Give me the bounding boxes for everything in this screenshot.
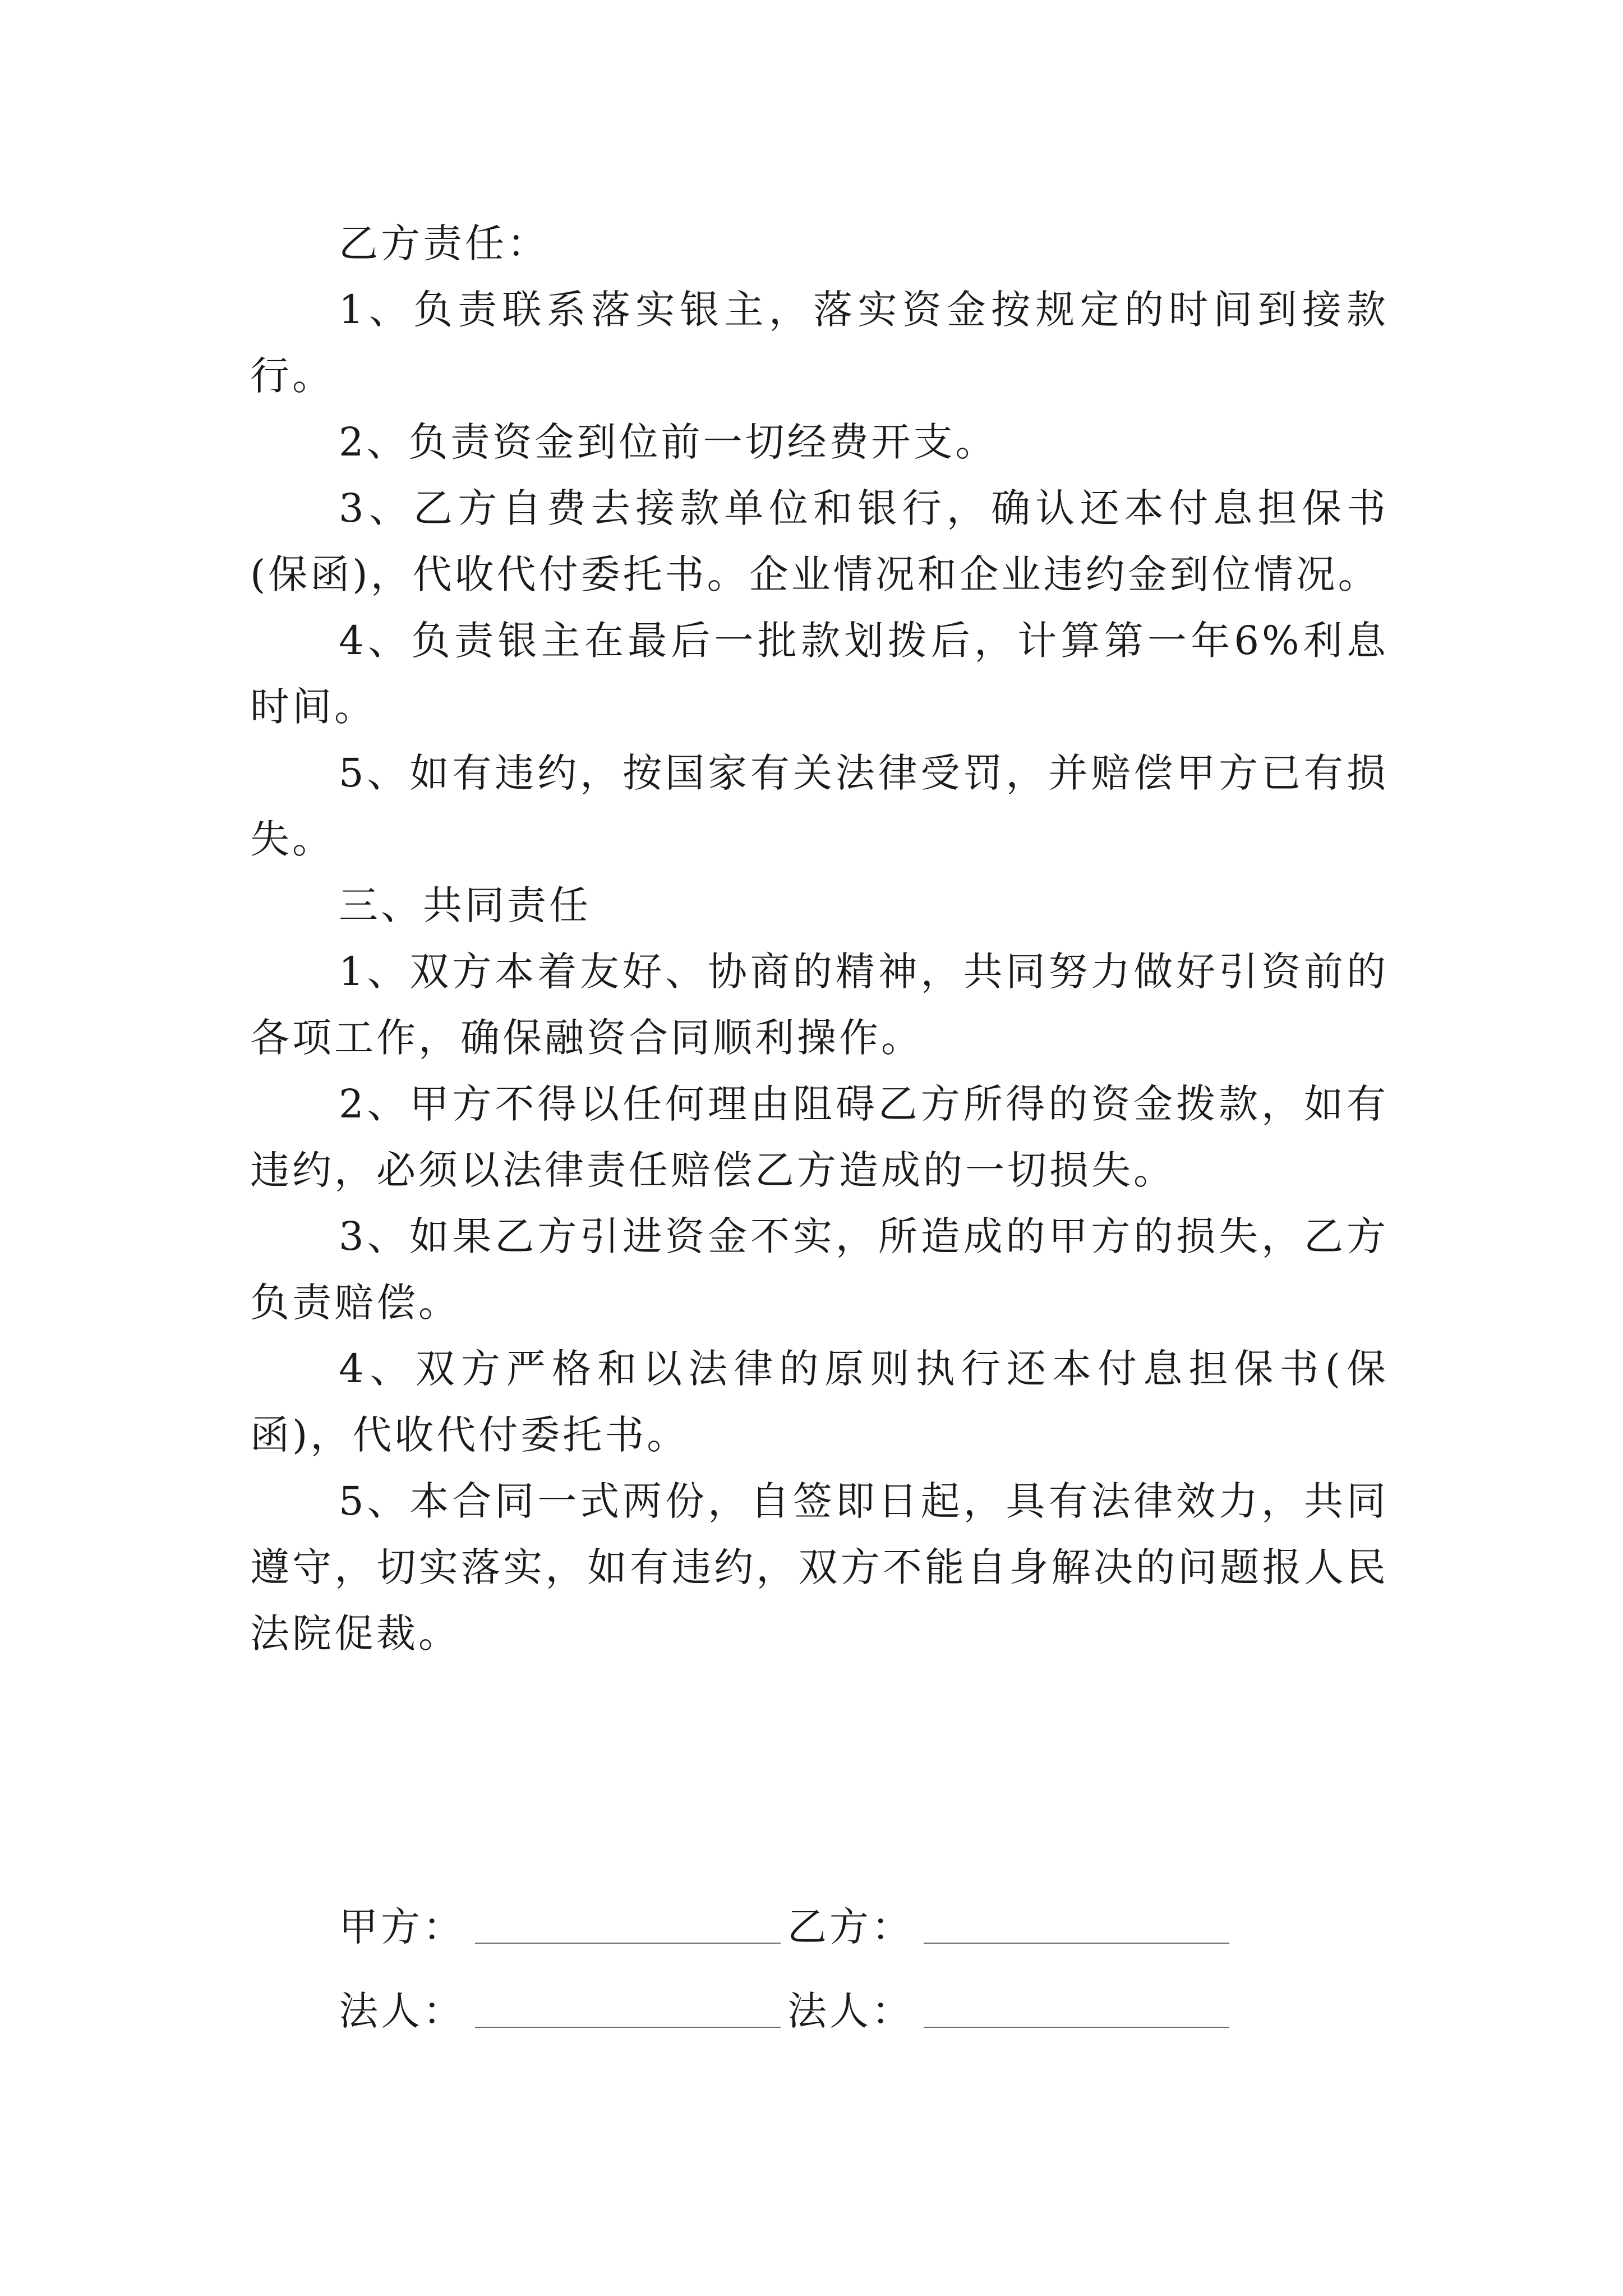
signature-row-legal <box>339 1969 1236 2053</box>
party-b-label: 乙方： <box>787 1904 914 1950</box>
party-a-signature-line <box>475 1943 781 1944</box>
party-a-label: 甲方： <box>339 1904 465 1950</box>
section-c-item-2: 2、甲方不得以任何理由阻碍乙方所得的资金拨款，如有违约，必须以法律责任赔偿乙方造成的一切损失。 <box>250 1081 1389 1193</box>
section-b-title: 乙方责任： <box>339 220 549 266</box>
legal-b-signature-line <box>924 2027 1229 2028</box>
section-b-item-2: 2、负责资金到位前一切经费开支。 <box>339 419 998 465</box>
legal-b-label: 法人： <box>787 1988 914 2034</box>
legal-a-signature-line <box>475 2027 781 2028</box>
section-b-item-1: 1、负责联系落实银主，落实资金按规定的时间到接款行。 <box>250 287 1389 399</box>
section-c-title: 三、共同责任 <box>339 882 591 928</box>
section-b-item-3: 3、乙方自费去接款单位和银行，确认还本付息担保书(保函)，代收代付委托书。企业情况和企业违约金到位情况。 <box>250 485 1389 597</box>
section-c-item-3: 3、如果乙方引进资金不实，所造成的甲方的损失，乙方负责赔偿。 <box>250 1213 1389 1326</box>
contract-body <box>250 210 1389 1667</box>
legal-a-label: 法人： <box>339 1988 465 2034</box>
section-c-item-4: 4、双方严格和以法律的原则执行还本付息担保书(保函)，代收代付委托书。 <box>250 1346 1389 1458</box>
signature-row-party <box>339 1885 1236 1969</box>
signature-block <box>339 1885 1236 2053</box>
section-b-item-5: 5、如有违约，按国家有关法律受罚，并赔偿甲方已有损失。 <box>250 750 1389 862</box>
party-b-signature-line <box>924 1943 1229 1944</box>
section-b-item-4: 4、负责银主在最后一批款划拨后，计算第一年6%利息时间。 <box>250 618 1389 730</box>
section-c-item-1: 1、双方本着友好、协商的精神，共同努力做好引资前的各项工作，确保融资合同顺利操作。 <box>250 949 1389 1061</box>
section-c-item-5: 5、本合同一式两份，自签即日起，具有法律效力，共同遵守，切实落实，如有违约，双方不能自身解决的问题报人民法院促裁。 <box>250 1478 1389 1657</box>
